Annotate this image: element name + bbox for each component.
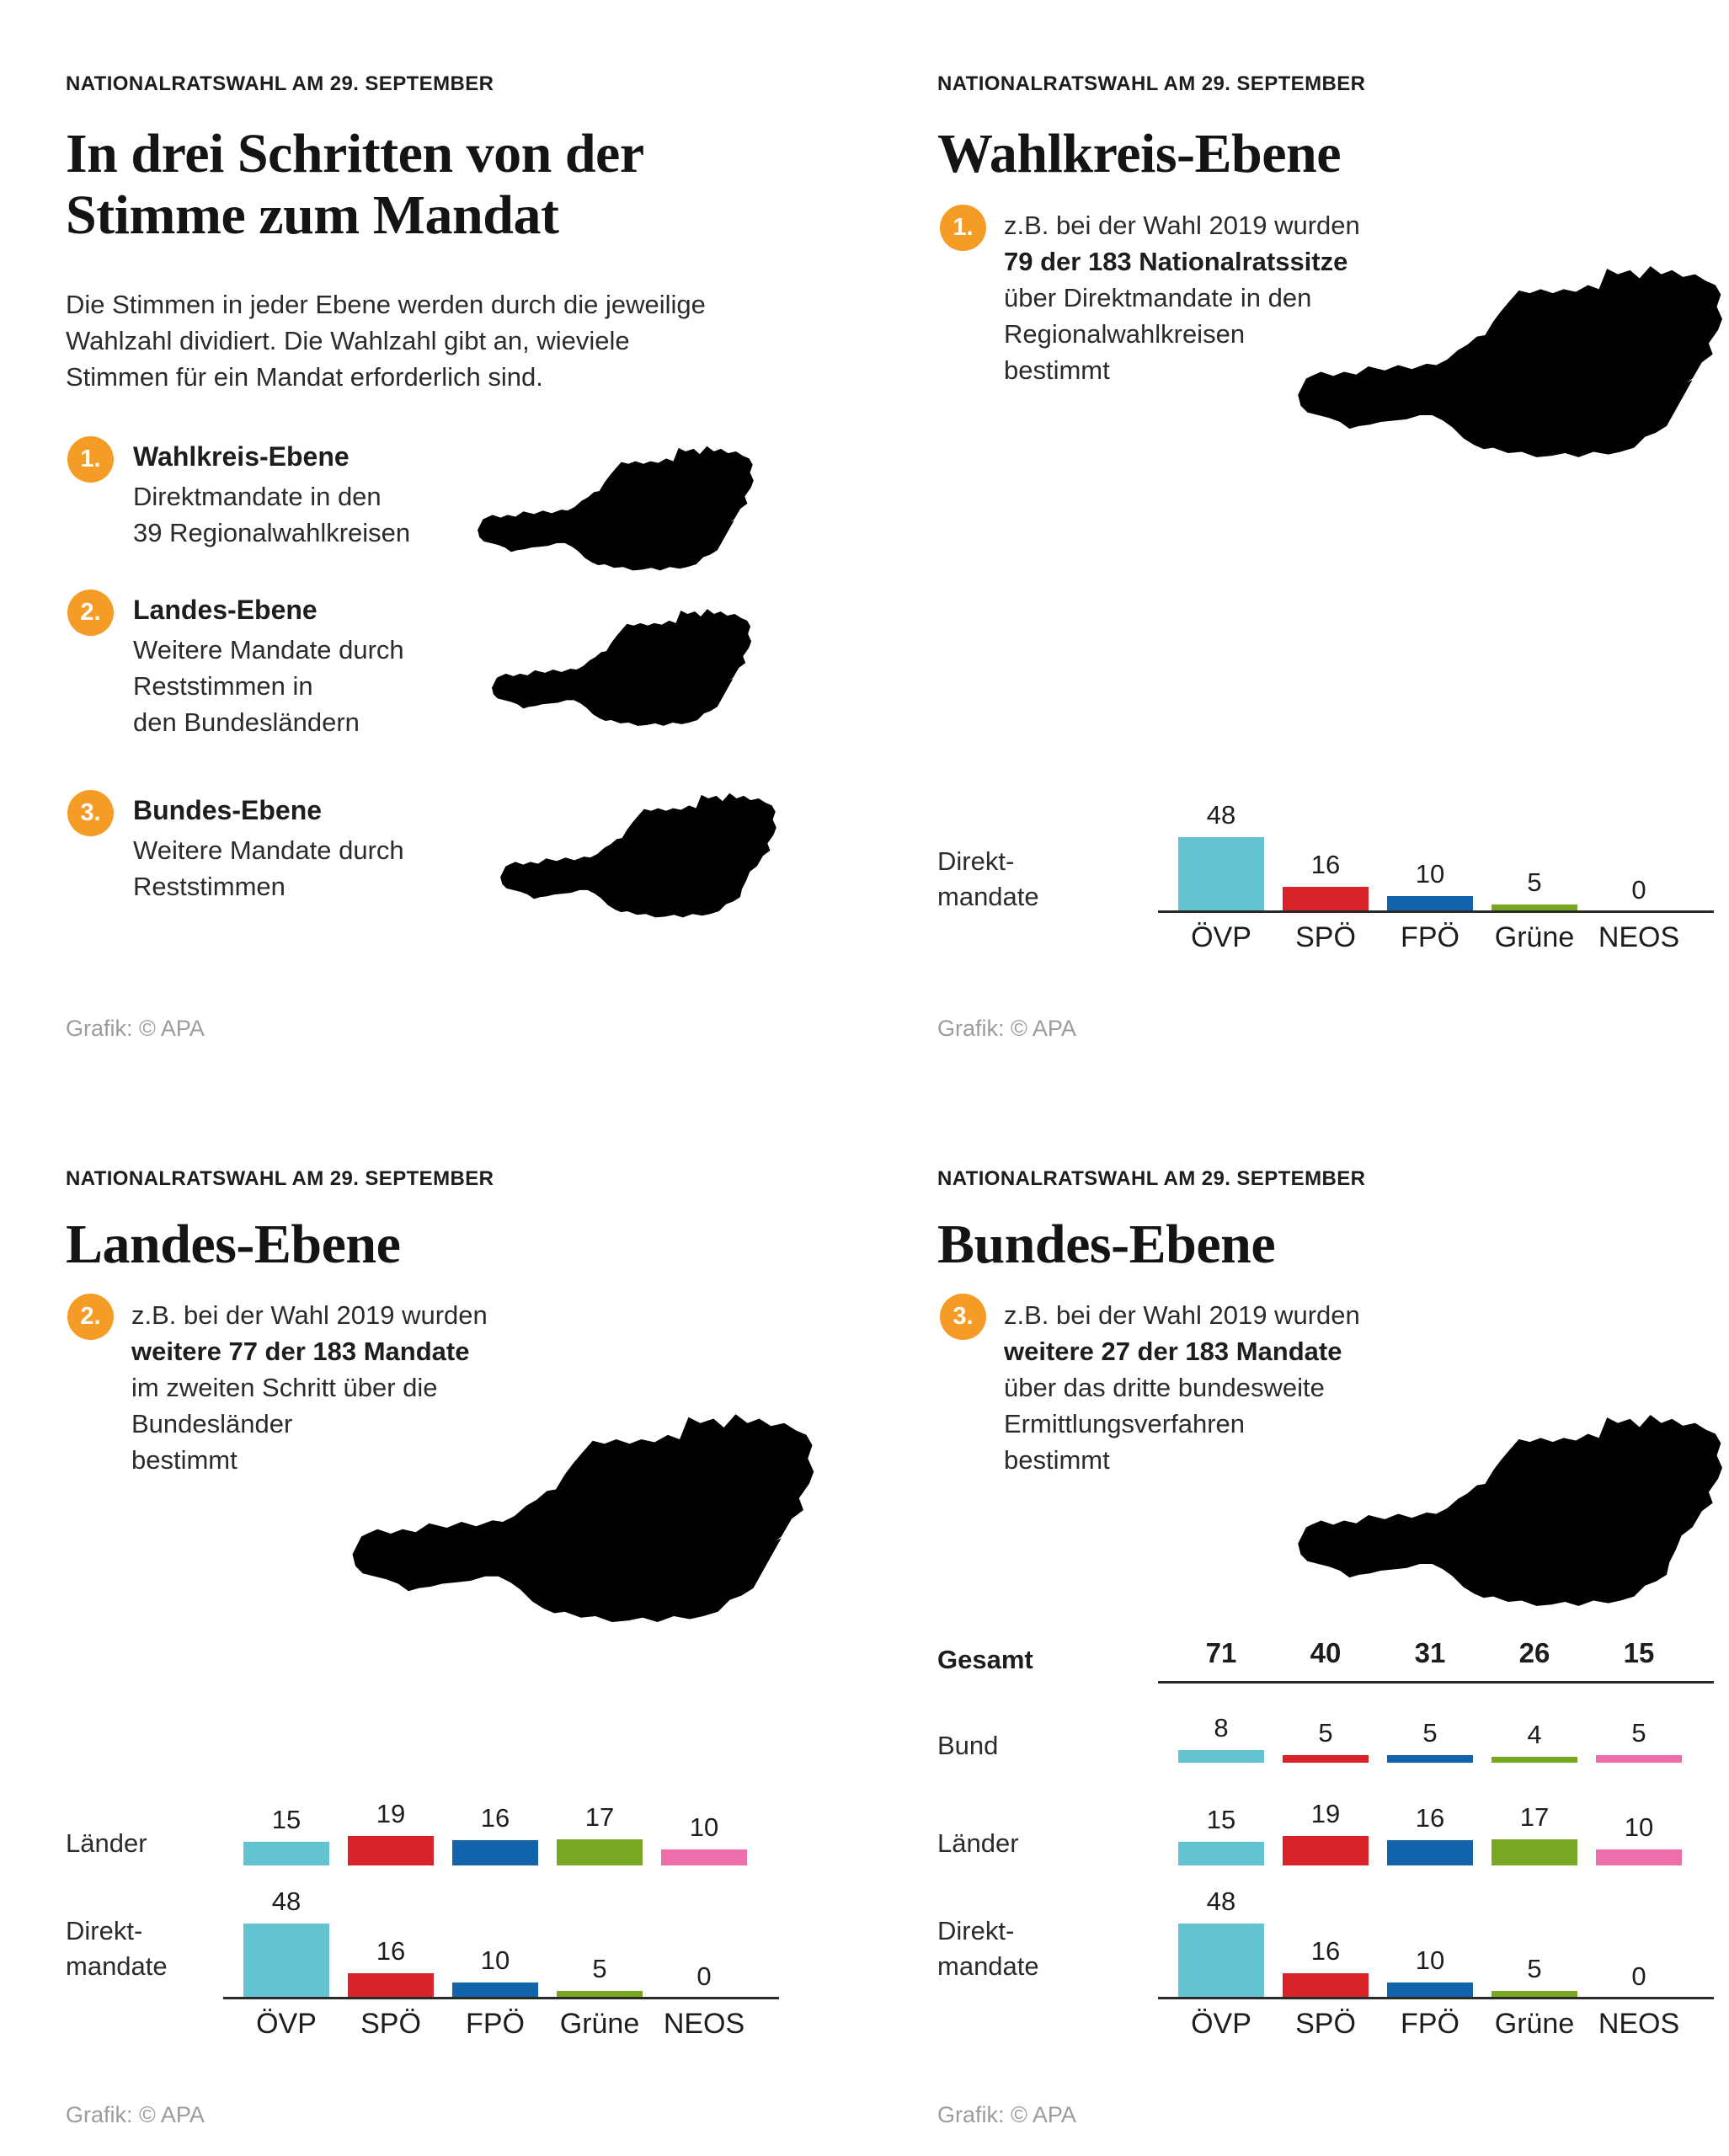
party-labels-bundes	[1169, 2008, 1691, 2041]
bar-value-fpo: 16	[480, 1803, 510, 1833]
row-label-direktmandate: Direkt- mandate	[937, 846, 1039, 911]
intro-paragraph	[66, 286, 706, 395]
kicker-intro: NATIONALRATSWAHL AM 29. SEPTEMBER	[66, 72, 494, 95]
bar-row-landes-direktmandate	[234, 1851, 756, 1999]
title-line: In drei Schritten von der	[66, 123, 644, 184]
step-2-badge: 2.	[67, 590, 114, 636]
bar-value-fpo: 16	[1415, 1803, 1445, 1833]
austria-map-states-icon	[490, 600, 755, 733]
party-label-fpo: FPÖ	[466, 2008, 525, 2040]
party-label-neos: NEOS	[663, 2008, 745, 2040]
bar-ovp	[243, 1924, 329, 1999]
bar-row-bundes-laender	[1169, 1718, 1691, 1865]
row-label-direktmandate: Direkt- mandate	[937, 1916, 1039, 1981]
bar-ovp	[1178, 837, 1264, 912]
bar-value-ovp: 15	[271, 1805, 302, 1834]
austria-map-outline-icon	[499, 783, 781, 925]
step-1-badge: 1.	[67, 436, 114, 483]
bundes-lead-text: z.B. bei der Wahl 2019 wurden weitere 27 der 183 Mandate über das dritte bundesweite Ermittlungsverfahren bestimmt	[1004, 1300, 1360, 1475]
row-label-direktmandate: Direkt- mandate	[66, 1916, 168, 1981]
row-label-laender: Länder	[937, 1828, 1019, 1858]
credit-bundes: Grafik: © APA	[937, 2102, 1076, 2127]
party-label-grune: Grüne	[559, 2008, 640, 2040]
bar-value-ovp: 48	[1206, 800, 1236, 830]
step-2-label: Landes-Ebene	[133, 595, 318, 625]
austria-map-states-icon	[350, 1398, 821, 1634]
bar-slot-spo	[339, 1936, 443, 1999]
step-2-badge: 2.	[67, 1294, 114, 1340]
bar-value-grune: 5	[592, 1954, 607, 1983]
party-label-ovp: ÖVP	[1191, 2008, 1251, 2040]
step-3-badge: 3.	[940, 1294, 986, 1340]
austria-map-districts-icon	[1295, 251, 1729, 468]
bar-row-bundes-direktmandate	[1169, 1851, 1691, 1999]
kicker-wahlkreis: NATIONALRATSWAHL AM 29. SEPTEMBER	[937, 72, 1366, 95]
bar-value-neos: 10	[689, 1812, 719, 1842]
bar-slot-grune	[547, 1954, 652, 1999]
bar-value-spo: 5	[1318, 1718, 1333, 1748]
credit-intro: Grafik: © APA	[66, 1016, 205, 1041]
bar-value-neos: 0	[1631, 875, 1646, 905]
bar-value-ovp: 71	[1205, 1637, 1237, 1668]
bar-slot-fpo	[1378, 1945, 1482, 1999]
bar-value-grune: 26	[1518, 1637, 1550, 1668]
bar-value-grune: 17	[1519, 1802, 1550, 1832]
bar-value-neos: 5	[1631, 1718, 1646, 1748]
page-title-wahlkreis: Wahlkreis-Ebene	[937, 123, 1342, 184]
page-title-landes: Landes-Ebene	[66, 1214, 401, 1275]
bar-spo	[1283, 887, 1369, 912]
bar-value-ovp: 15	[1206, 1805, 1236, 1834]
party-label-ovp: ÖVP	[256, 2008, 317, 2040]
party-labels-wahlkreis	[1169, 921, 1691, 954]
bar-value-fpo: 10	[1415, 859, 1445, 889]
step-1-badge: 1.	[940, 205, 986, 251]
bar-slot-ovp	[1169, 800, 1273, 912]
bar-slot-grune	[1482, 867, 1587, 912]
kicker-landes: NATIONALRATSWAHL AM 29. SEPTEMBER	[66, 1167, 494, 1190]
bar-value-ovp: 48	[271, 1886, 302, 1916]
axis-line	[1158, 910, 1714, 913]
party-label-fpo: FPÖ	[1401, 2008, 1460, 2040]
party-label-spo: SPÖ	[360, 2008, 421, 2040]
bar-slot-ovp	[1169, 1886, 1273, 1999]
bar-value-grune: 4	[1527, 1720, 1542, 1749]
step-3-label: Bundes-Ebene	[133, 795, 323, 825]
bar-value-neos: 0	[696, 1961, 712, 1991]
page-title-bundes: Bundes-Ebene	[937, 1214, 1276, 1275]
bar-value-spo: 19	[1310, 1799, 1341, 1828]
bar-value-fpo: 10	[480, 1945, 510, 1975]
party-label-ovp: ÖVP	[1191, 921, 1251, 953]
bar-slot-spo	[1273, 850, 1378, 912]
bar-value-neos: 15	[1623, 1637, 1655, 1668]
party-label-grune: Grüne	[1494, 921, 1575, 953]
bar-spo	[348, 1973, 434, 1999]
bar-value-ovp: 48	[1206, 1886, 1236, 1916]
party-labels-landes	[234, 2008, 756, 2041]
wahlkreis-lead-text: z.B. bei der Wahl 2019 wurden 79 der 183 Nationalratssitze über Direktmandate in den Regionalwahlkreisen bestimmt	[1004, 211, 1360, 385]
row-label-laender: Länder	[66, 1828, 147, 1858]
party-label-grune: Grüne	[1494, 2008, 1575, 2040]
row-label-gesamt: Gesamt	[937, 1645, 1033, 1674]
step-2-description: Weitere Mandate durch Reststimmen in den Bundesländern	[133, 635, 404, 737]
bar-value-neos: 0	[1631, 1961, 1646, 1991]
bar-slot-fpo	[443, 1945, 547, 1999]
paragraph-line: Die Stimmen in jeder Ebene werden durch die jeweilige	[66, 290, 706, 319]
axis-line	[223, 1997, 779, 1999]
bar-value-spo: 19	[376, 1799, 406, 1828]
bar-slot-ovp	[234, 1886, 339, 1999]
bar-value-spo: 40	[1310, 1637, 1342, 1668]
bar-value-fpo: 31	[1414, 1637, 1446, 1668]
bar-row-wahlkreis-direktmandate	[1169, 765, 1691, 912]
austria-map-outline-icon	[1295, 1400, 1729, 1617]
bar-spo	[1283, 1973, 1369, 1999]
bar-slot-neos	[652, 1961, 756, 1999]
bar-slot-spo	[1273, 1936, 1378, 1999]
bar-value-spo: 16	[1310, 1936, 1341, 1966]
party-label-neos: NEOS	[1598, 2008, 1680, 2040]
bar-row-landes-laender	[234, 1718, 756, 1865]
bar-slot-grune	[1482, 1954, 1587, 1999]
bar-value-spo: 16	[1310, 850, 1341, 879]
paragraph-line: Stimmen für ein Mandat erforderlich sind.	[66, 362, 543, 392]
credit-landes: Grafik: © APA	[66, 2102, 205, 2127]
bar-value-fpo: 5	[1422, 1718, 1438, 1748]
bar-slot-fpo	[1378, 859, 1482, 912]
landes-lead-text: z.B. bei der Wahl 2019 wurden weitere 77 der 183 Mandate im zweiten Schritt über die Bundesländer bestimmt	[131, 1300, 488, 1475]
bar-ovp	[1178, 1924, 1264, 1999]
bar-value-grune: 5	[1527, 1954, 1542, 1983]
bar-slot-neos	[1587, 1961, 1691, 1999]
bar-value-grune: 17	[584, 1802, 615, 1832]
kicker-bundes: NATIONALRATSWAHL AM 29. SEPTEMBER	[937, 1167, 1366, 1190]
credit-wahlkreis: Grafik: © APA	[937, 1016, 1076, 1041]
party-label-fpo: FPÖ	[1401, 921, 1460, 953]
party-label-spo: SPÖ	[1295, 2008, 1356, 2040]
bar-value-ovp: 8	[1214, 1713, 1229, 1742]
austria-map-districts-icon	[476, 436, 758, 578]
party-label-spo: SPÖ	[1295, 921, 1356, 953]
paragraph-line: Wahlzahl dividiert. Die Wahlzahl gibt an, wieviele	[66, 326, 630, 355]
bar-value-spo: 16	[376, 1936, 406, 1966]
page-title-intro	[66, 123, 644, 246]
axis-line	[1158, 1997, 1714, 1999]
bar-slot-neos	[1587, 875, 1691, 912]
bar-value-grune: 5	[1527, 867, 1542, 897]
bar-value-neos: 10	[1624, 1812, 1654, 1842]
row-label-bund: Bund	[937, 1731, 999, 1760]
title-line: Stimme zum Mandat	[66, 184, 559, 246]
step-3-badge: 3.	[67, 790, 114, 836]
step-3-description: Weitere Mandate durch Reststimmen	[133, 835, 404, 901]
bar-value-fpo: 10	[1415, 1945, 1445, 1975]
party-label-neos: NEOS	[1598, 921, 1680, 953]
step-1-label: Wahlkreis-Ebene	[133, 441, 350, 472]
step-1-description: Direktmandate in den 39 Regionalwahlkreisen	[133, 482, 411, 547]
